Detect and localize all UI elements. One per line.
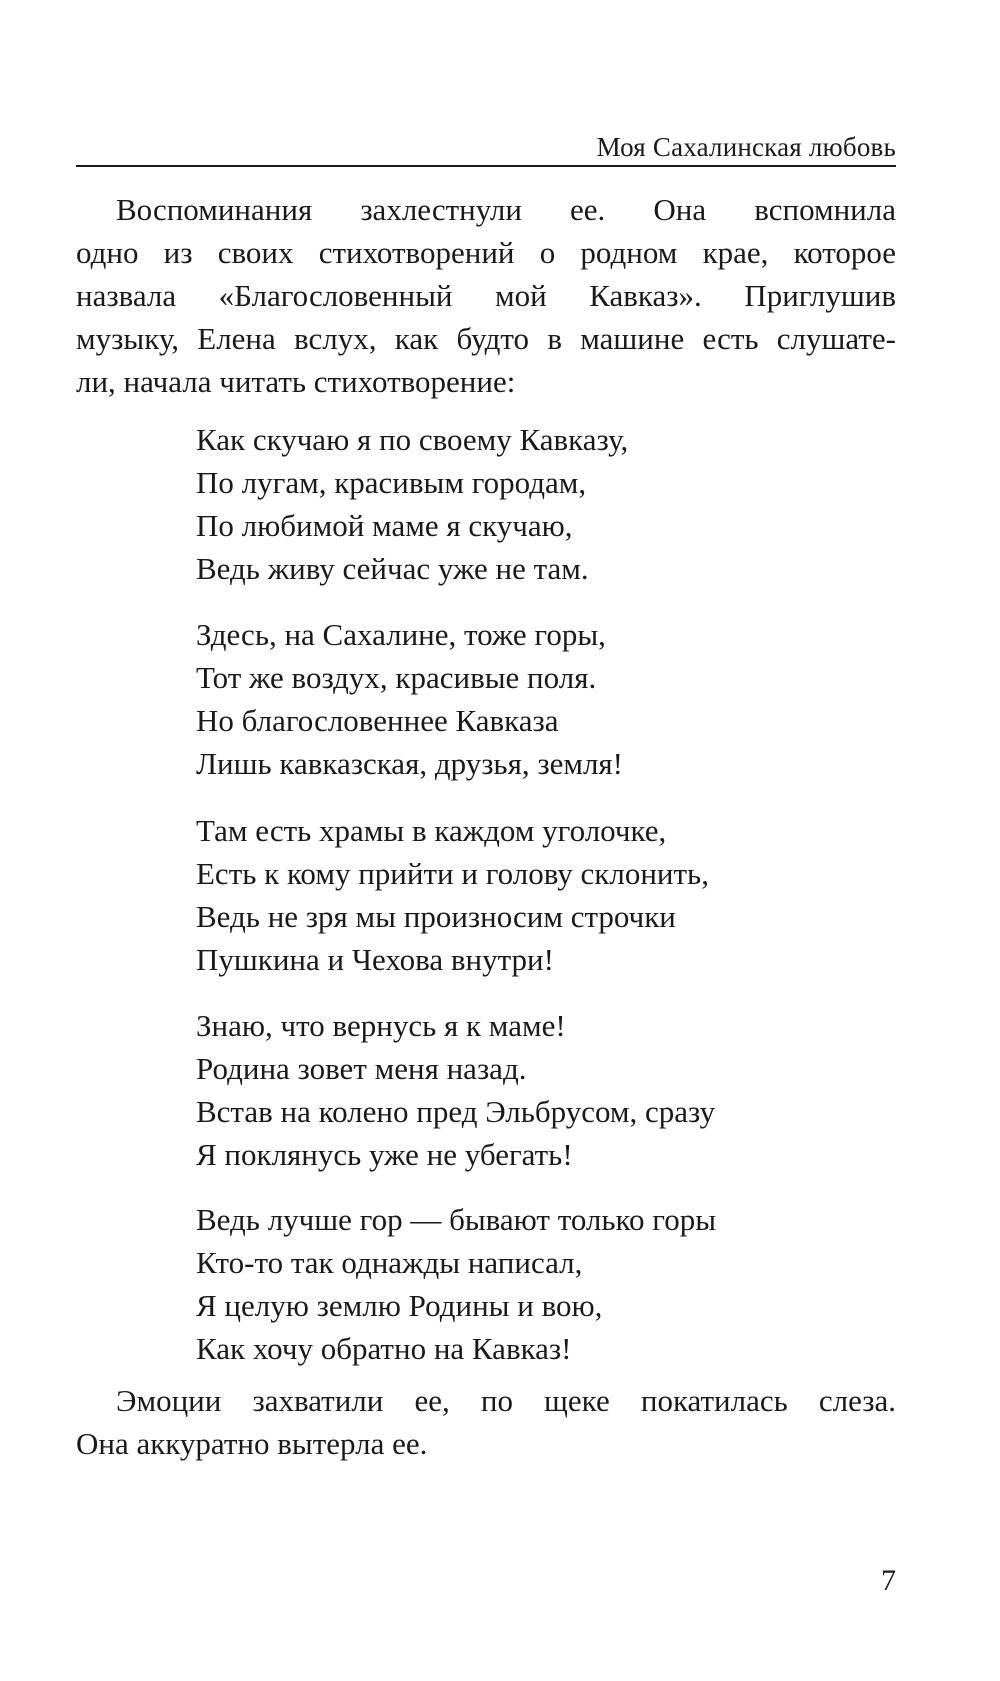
poem-line: Есть к кому прийти и голову склонить, [196,856,709,891]
poem-line: Родина зовет меня назад. [196,1051,527,1086]
poem-line: Но благословеннее Кавказа [196,703,559,738]
closing-line: Эмоции захватили ее, по щеке покатилась слеза. [116,1383,896,1418]
poem-stanza-1 [196,418,836,590]
poem-line: Знаю, что вернусь я к маме! [196,1008,566,1043]
poem-line: Как хочу обратно на Кавказ! [196,1331,572,1366]
closing-line: Она аккуратно вытерла ее. [76,1426,428,1461]
intro-line: ли, начала читать стихотворение: [76,364,516,399]
intro-line: одно из своих стихотворений о родном крае, которое [76,235,896,270]
poem-stanza-5 [196,1198,836,1370]
header-rule [76,165,896,167]
poem-line: Здесь, на Сахалине, тоже горы, [196,617,606,652]
poem-line: Лишь кавказская, друзья, земля! [196,746,624,781]
poem-line: Ведь не зря мы произносим строчки [196,899,676,934]
poem-stanza-3 [196,809,836,981]
intro-line: назвала «Благословенный мой Кавказ». Приглушив [76,278,896,313]
poem-line: Как скучаю я по своему Кавказу, [196,422,629,457]
poem-line: Я поклянусь уже не убегать! [196,1137,573,1172]
page-number: 7 [881,1564,896,1597]
poem-line: Кто-то так однажды написал, [196,1245,583,1280]
poem-line: Там есть храмы в каждом уголочке, [196,813,667,848]
intro-line: музыку, Елена вслух, как будто в машине есть слушате- [76,321,896,356]
intro-paragraph [76,188,896,403]
poem-line: Пушкина и Чехова внутри! [196,942,554,977]
intro-line: Воспоминания захлестнули ее. Она вспомнила [116,192,896,227]
poem-line: По лугам, красивым городам, [196,465,587,500]
poem-line: Ведь живу сейчас уже не там. [196,551,589,586]
poem-line: По любимой маме я скучаю, [196,508,573,543]
poem-stanza-2 [196,613,836,785]
poem-line: Ведь лучше гор — бывают только горы [196,1202,717,1237]
poem-line: Встав на колено пред Эльбрусом, сразу [196,1094,716,1129]
poem-stanza-4 [196,1004,836,1176]
running-head: Моя Сахалинская любовь [596,132,896,162]
closing-paragraph [76,1379,896,1465]
poem-line: Я целую землю Родины и вою, [196,1288,603,1323]
poem-line: Тот же воздух, красивые поля. [196,660,597,695]
